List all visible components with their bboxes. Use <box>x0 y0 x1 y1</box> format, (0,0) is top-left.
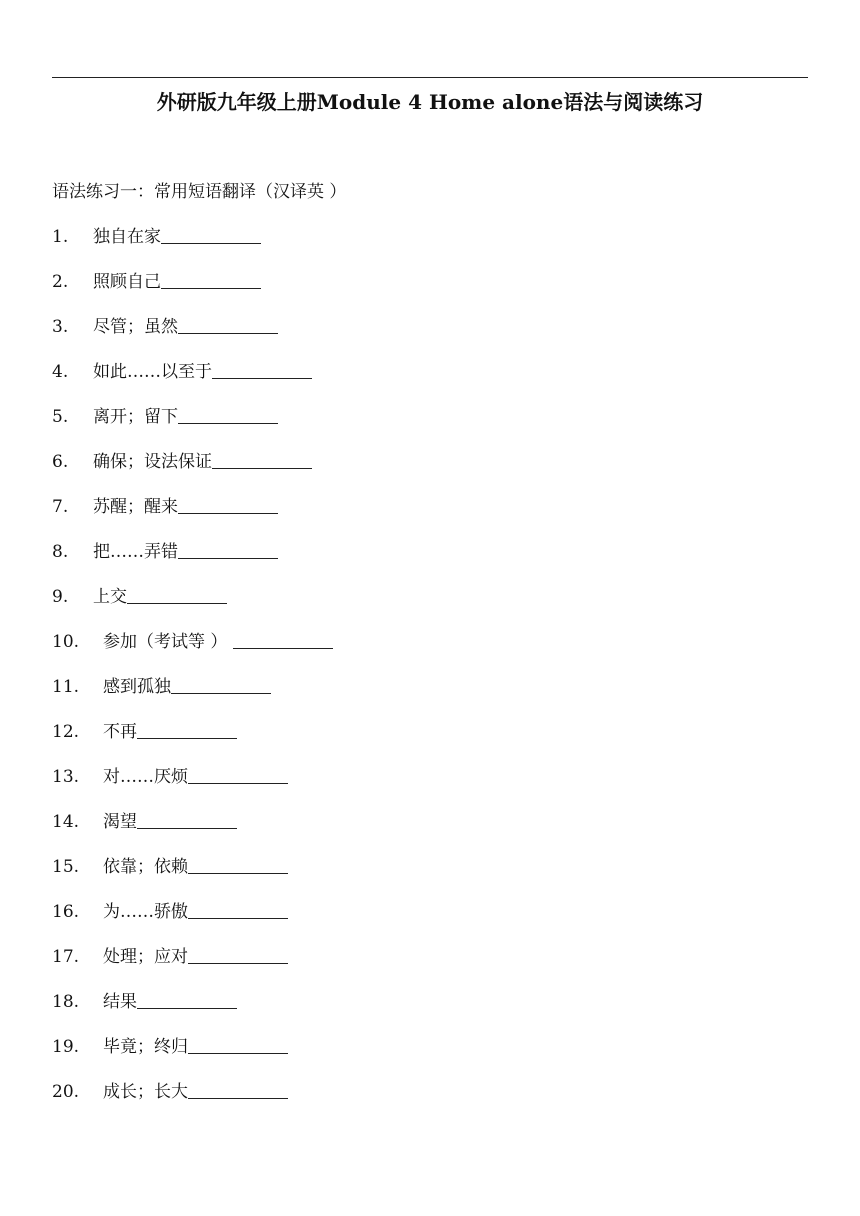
answer-blank[interactable] <box>212 358 312 379</box>
item-number: 1. <box>52 227 69 247</box>
item-number: 13. <box>52 767 80 787</box>
exercise-item <box>52 268 772 313</box>
answer-blank[interactable] <box>161 268 261 289</box>
item-prompt: 结果 <box>103 992 137 1012</box>
item-prompt: 如此……以至于 <box>93 362 212 382</box>
answer-blank[interactable] <box>178 313 278 334</box>
answer-blank[interactable] <box>137 988 237 1009</box>
item-prompt: 渴望 <box>103 812 137 832</box>
exercise-item <box>52 538 772 583</box>
item-prompt: 毕竟；终归 <box>103 1037 188 1057</box>
exercise-item <box>52 313 772 358</box>
item-prompt: 苏醒；醒来 <box>93 497 178 517</box>
header-rule <box>52 77 808 78</box>
item-number: 2. <box>52 272 69 292</box>
item-prompt: 照顾自己 <box>93 272 161 292</box>
answer-blank[interactable] <box>137 718 237 739</box>
item-prompt: 尽管；虽然 <box>93 317 178 337</box>
item-number: 9. <box>52 587 69 607</box>
exercise-item <box>52 853 772 898</box>
exercise-item <box>52 1033 772 1078</box>
exercise-item <box>52 358 772 403</box>
exercise-item <box>52 988 772 1033</box>
item-number: 3. <box>52 317 69 337</box>
answer-blank[interactable] <box>127 583 227 604</box>
exercise-item <box>52 448 772 493</box>
item-prompt: 确保；设法保证 <box>93 452 212 472</box>
answer-blank[interactable] <box>212 448 312 469</box>
answer-blank[interactable] <box>188 898 288 919</box>
document-title: 外研版九年级上册Module 4 Home alone语法与阅读练习 <box>156 90 704 114</box>
item-number: 19. <box>52 1037 80 1057</box>
exercise-item <box>52 628 772 673</box>
answer-blank[interactable] <box>178 403 278 424</box>
item-prompt: 成长；长大 <box>103 1082 188 1102</box>
exercise-item <box>52 1078 772 1123</box>
item-number: 5. <box>52 407 69 427</box>
exercise-item <box>52 493 772 538</box>
answer-blank[interactable] <box>137 808 237 829</box>
exercise-item <box>52 583 772 628</box>
answer-blank[interactable] <box>188 1078 288 1099</box>
answer-blank[interactable] <box>188 943 288 964</box>
item-prompt: 感到孤独 <box>103 677 171 697</box>
item-number: 14. <box>52 812 80 832</box>
answer-blank[interactable] <box>161 223 261 244</box>
exercise-item <box>52 403 772 448</box>
item-number: 11. <box>52 677 80 697</box>
item-number: 10. <box>52 632 80 652</box>
item-number: 8. <box>52 542 69 562</box>
item-number: 4. <box>52 362 69 382</box>
item-number: 16. <box>52 902 80 922</box>
item-prompt: 把……弄错 <box>93 542 178 562</box>
item-prompt: 独自在家 <box>93 227 161 247</box>
item-number: 12. <box>52 722 80 742</box>
item-prompt: 为……骄傲 <box>103 902 188 922</box>
exercise-item <box>52 898 772 943</box>
item-prompt: 处理；应对 <box>103 947 188 967</box>
section-heading: 语法练习一：常用短语翻译（汉译英 ） <box>52 182 347 202</box>
answer-blank[interactable] <box>171 673 271 694</box>
exercise-item <box>52 943 772 988</box>
item-prompt: 对……厌烦 <box>103 767 188 787</box>
answer-blank[interactable] <box>188 1033 288 1054</box>
item-prompt: 参加（考试等 ） <box>103 632 228 652</box>
item-number: 20. <box>52 1082 80 1102</box>
item-prompt: 不再 <box>103 722 137 742</box>
answer-blank[interactable] <box>188 853 288 874</box>
item-number: 17. <box>52 947 80 967</box>
item-number: 18. <box>52 992 80 1012</box>
answer-blank[interactable] <box>178 538 278 559</box>
exercise-item <box>52 763 772 808</box>
exercise-item <box>52 673 772 718</box>
item-number: 6. <box>52 452 69 472</box>
item-prompt: 离开；留下 <box>93 407 178 427</box>
item-number: 7. <box>52 497 69 517</box>
exercise-item <box>52 718 772 763</box>
answer-blank[interactable] <box>178 493 278 514</box>
answer-blank[interactable] <box>188 763 288 784</box>
exercise-item <box>52 808 772 853</box>
item-number: 15. <box>52 857 80 877</box>
answer-blank[interactable] <box>233 628 333 649</box>
item-prompt: 依靠；依赖 <box>103 857 188 877</box>
exercise-item <box>52 223 772 268</box>
item-prompt: 上交 <box>93 587 127 607</box>
exercise-list <box>52 223 772 1123</box>
